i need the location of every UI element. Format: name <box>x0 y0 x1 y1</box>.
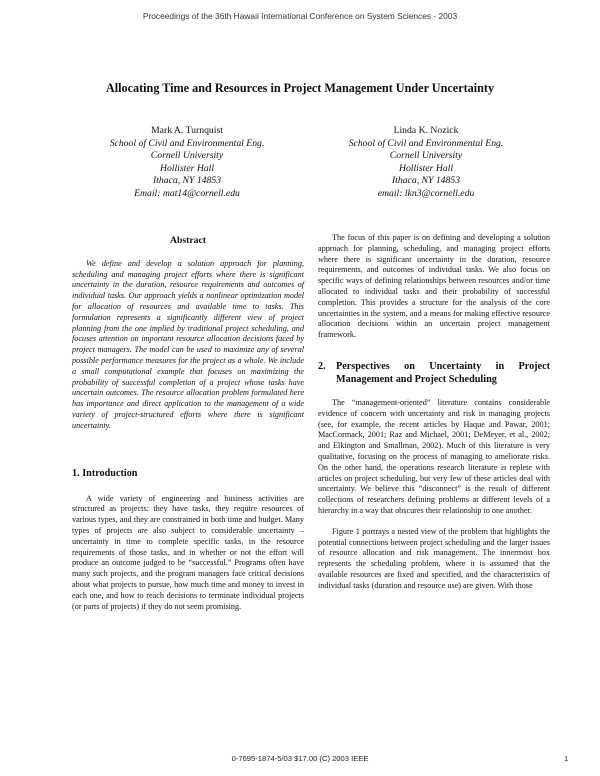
section-2-paragraph-1: The “management-oriented” literature contains considerable evidence of concern with uncertainty and risk in managing projects (see, for example, the recent articles by Haque and Pawar, 2001; MacCormack, 2001; Raz and Michael, 2001; DeMeyer, et al., 2002; and Elkington and Smallman, 2002). Much of this literature is very qualitative, focusing on the process of managing to ameliorate risks. On the other hand, the operations research literature is replete with articles on project scheduling, but very few of these articles deal with uncertainty. We believe this “disconnect” is the result of different collections of researchers defining problems at different levels of a hierarchy in a way that obscures their relationship to one another. <box>318 397 550 515</box>
author-city: Ithaca, NY 14853 <box>391 175 461 187</box>
author-name: Linda K. Nozick <box>393 125 459 136</box>
author-university: Cornell University <box>150 150 224 162</box>
section-2-paragraph-2: Figure 1 portrays a nested view of the problem that highlights the potential connections between project scheduling and the larger issues of resource allocation and risk management. The innermost box represents the scheduling problem, where it is assumed that the available resources are fixed and specified, and the characteristics of individual tasks (duration and resource use) are given. With those <box>318 526 550 590</box>
author-name: Mark A. Turnquist <box>151 125 223 136</box>
intro-paragraph: The focus of this paper is on defining and developing a solution approach for planning, scheduling, and managing project efforts where there is significant uncertainty in the duration, resource requirements, and outcomes of individual tasks. We also focus on specific ways of defining relationships between resources and/or time allocated to individual tasks and their probability of successful completion. This provides a structure for the analysis of the core uncertainties in the system, and a means for making effective resource allocation decisions within an uncertain project management framework. <box>318 233 550 340</box>
section-1-heading: 1. Introduction <box>72 467 138 479</box>
section-2-title: Perspectives on Uncertainty in Project Management and Project Scheduling <box>336 360 550 385</box>
abstract-text: We define and develop a solution approach for planning, scheduling and managing project efforts where there is significant uncertainty in the duration, resource requirements and outcomes of individual tasks. Our approach yields a nonlinear optimization model for allocation of resources and available time to tasks. This formulation represents a significantly different view of project planning from the one implied by traditional project scheduling, and focuses attention on important resource allocation decisions faced by project managers. The model can be used to maximize any of several possible performance measures for the project as a whole. We include a small computational example that focuses on maximizing the probability of successful completion of a project whose tasks have uncertain outcomes. The resource allocation problem formulated here has importance and direct application to the management of a wide variety of project-structured efforts where there is significant uncertainty. <box>72 258 304 430</box>
author-affiliation: School of Civil and Environmental Eng. <box>348 137 504 149</box>
section-2-number: 2. <box>318 360 326 372</box>
section-1-paragraph: A wide variety of engineering and business activities are structured as projects: they have tasks, they require resources of various types, and they are constrained in both time and budget. Many types of projects are also subject to considerable uncertainty – uncertainty in time to complete specific tasks, in the resource requirements of those tasks, and in whether or not the effort will produce an outcome judged to be “successful.” Programs often have many such projects, and the program managers face critical decisions about what projects to pursue, how much time and money to invest in each one, and how to reach decisions to terminate individual projects (or parts of projects) if they do not seem promising. <box>72 493 304 611</box>
author-email: Email: mat14@cornell.edu <box>134 187 240 199</box>
copyright-footer: 0-7695-1874-5/03 $17.00 (C) 2003 IEEE <box>231 754 369 763</box>
author-block-2 <box>321 125 531 201</box>
author-affiliation: School of Civil and Environmental Eng. <box>109 137 265 149</box>
abstract-heading: Abstract <box>169 235 207 246</box>
author-hall: Hollister Hall <box>398 162 454 174</box>
author-hall: Hollister Hall <box>159 162 215 174</box>
conference-header: Proceedings of the 36th Hawaii International Conference on System Sciences - 2003 <box>142 11 458 21</box>
section-2-heading <box>318 360 550 386</box>
page-number: 1 <box>564 754 569 763</box>
author-university: Cornell University <box>389 150 463 162</box>
author-block-1 <box>82 125 292 201</box>
paper-title: Allocating Time and Resources in Project Management Under Uncertainty <box>105 81 495 95</box>
right-column <box>318 233 550 592</box>
left-column <box>72 236 304 612</box>
author-city: Ithaca, NY 14853 <box>152 175 222 187</box>
author-email: email: lkn3@cornell.edu <box>377 187 475 199</box>
